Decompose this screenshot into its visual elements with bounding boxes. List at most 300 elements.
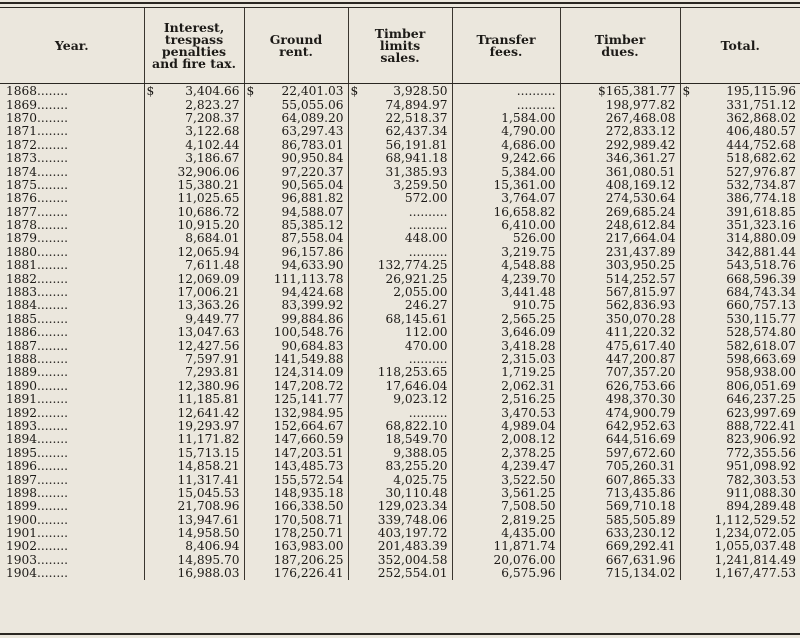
cell-total: 314,880.09 <box>680 232 800 245</box>
cell-year: 1881........ <box>6 259 69 273</box>
header-transfer-fees <box>452 8 560 83</box>
cell-timber-limits: 572.00 <box>348 192 452 205</box>
value-text: 22,401.03 <box>281 84 344 99</box>
table-row <box>0 540 800 553</box>
cell-transfer-fees: 3,561.25 <box>452 487 560 500</box>
cell-timber-dues: 303,950.25 <box>560 259 680 272</box>
cell-year: 1874........ <box>6 165 69 179</box>
value-text: 3,404.66 <box>185 84 240 99</box>
cell-timber-dues: 411,220.32 <box>560 326 680 339</box>
cell-interest: 12,069.09 <box>144 272 244 285</box>
header-ground-rent <box>244 8 348 83</box>
cell-interest: 15,045.53 <box>144 487 244 500</box>
cell-year: 1882........ <box>6 272 69 286</box>
cell-transfer-fees: 3,219.75 <box>452 246 560 259</box>
cell-total: 527,976.87 <box>680 165 800 178</box>
cell-year: 1891........ <box>6 392 69 407</box>
cell-ground-rent: 94,424.68 <box>244 286 348 299</box>
cell-interest: 3,186.67 <box>144 152 244 165</box>
table-row <box>0 165 800 178</box>
table-row <box>0 473 800 486</box>
table-row <box>0 152 800 165</box>
cell-year: 1894........ <box>6 433 69 447</box>
cell-timber-limits: 129,023.34 <box>348 500 452 513</box>
cell-timber-limits: 9,388.05 <box>348 447 452 460</box>
cell-timber-limits: 3,259.50 <box>348 179 452 192</box>
cell-year: 1876........ <box>6 192 69 206</box>
cell-year: 1869........ <box>6 98 69 112</box>
cell-interest: 2,823.27 <box>144 98 244 111</box>
cell-timber-limits: 68,941.18 <box>348 152 452 165</box>
cell-timber-limits: 83,255.20 <box>348 460 452 473</box>
table-row <box>0 366 800 379</box>
cell-year: 1888........ <box>6 352 69 366</box>
cell-timber-dues: 707,357.20 <box>560 366 680 379</box>
cell-year: 1885........ <box>6 312 69 326</box>
cell-transfer-fees: 7,508.50 <box>452 500 560 513</box>
cell-ground-rent: 178,250.71 <box>244 527 348 540</box>
cell-total: 444,752.68 <box>680 139 800 152</box>
header-row <box>0 8 800 83</box>
cell-ground-rent <box>244 83 348 98</box>
cell-ground-rent: 86,783.01 <box>244 139 348 152</box>
cell-interest: 13,947.61 <box>144 514 244 527</box>
top-rule <box>0 2 800 4</box>
cell-timber-dues: 474,900.79 <box>560 406 680 419</box>
header-interest-text: Interest, trespass penalties and fire tax. <box>152 19 236 71</box>
cell-timber-dues: 274,530.64 <box>560 192 680 205</box>
cell-timber-limits: 118,253.65 <box>348 366 452 379</box>
cell-ground-rent: 90,684.83 <box>244 339 348 352</box>
money-value <box>147 85 240 98</box>
cell-total: 391,618.85 <box>680 206 800 219</box>
header-timber-dues <box>560 8 680 83</box>
cell-interest: 11,171.82 <box>144 433 244 446</box>
cell-ground-rent: 141,549.88 <box>244 353 348 366</box>
cell-timber-dues: 669,292.41 <box>560 540 680 553</box>
cell-year: 1903........ <box>6 553 69 567</box>
cell-year: 1899........ <box>6 500 69 514</box>
cell-ground-rent: 94,633.90 <box>244 259 348 272</box>
cell-timber-dues: 272,833.12 <box>560 125 680 138</box>
table-row <box>0 339 800 352</box>
cell-timber-dues: 198,977.82 <box>560 98 680 111</box>
cell-interest: 3,122.68 <box>144 125 244 138</box>
cell-year: 1872........ <box>6 138 69 152</box>
value-text: 195,115.96 <box>726 84 796 99</box>
cell-transfer-fees: 526.00 <box>452 232 560 245</box>
cell-transfer-fees: 9,242.66 <box>452 152 560 165</box>
cell-timber-limits: 448.00 <box>348 232 452 245</box>
cell-interest: 7,208.37 <box>144 112 244 125</box>
header-timber-dues-text: Timber dues. <box>594 31 646 59</box>
cell-timber-limits: .......... <box>348 206 452 219</box>
cell-timber-dues: 562,836.93 <box>560 299 680 312</box>
table-row <box>0 83 800 98</box>
cell-transfer-fees: 4,790.00 <box>452 125 560 138</box>
cell-interest: 10,686.72 <box>144 206 244 219</box>
cell-interest: 10,915.20 <box>144 219 244 232</box>
cell-year: 1879........ <box>6 232 69 246</box>
table-row <box>0 353 800 366</box>
table-row <box>0 433 800 446</box>
table-row <box>0 567 800 580</box>
cell-timber-limits: 62,437.34 <box>348 125 452 138</box>
cell-year: 1883........ <box>6 285 69 300</box>
cell-total: 668,596.39 <box>680 272 800 285</box>
cell-total: 684,743.34 <box>680 286 800 299</box>
currency-symbol: $ <box>682 84 691 99</box>
cell-total: 351,323.16 <box>680 219 800 232</box>
cell-total: 528,574.80 <box>680 326 800 339</box>
cell-timber-limits: .......... <box>348 246 452 259</box>
cell-transfer-fees: 2,565.25 <box>452 313 560 326</box>
value-text: 3,928.50 <box>393 84 448 99</box>
cell-ground-rent: 85,385.12 <box>244 219 348 232</box>
cell-transfer-fees: 4,548.88 <box>452 259 560 272</box>
cell-transfer-fees: 910.75 <box>452 299 560 312</box>
cell-ground-rent: 125,141.77 <box>244 393 348 406</box>
cell-total: 894,289.48 <box>680 500 800 513</box>
cell-ground-rent: 166,338.50 <box>244 500 348 513</box>
cell-ground-rent: 94,588.07 <box>244 206 348 219</box>
cell-transfer-fees: 1,584.00 <box>452 112 560 125</box>
cell-timber-limits: 18,549.70 <box>348 433 452 446</box>
cell-transfer-fees: 2,819.25 <box>452 514 560 527</box>
cell-ground-rent: 87,558.04 <box>244 232 348 245</box>
table-row <box>0 219 800 232</box>
cell-ground-rent: 90,950.84 <box>244 152 348 165</box>
cell-transfer-fees: 15,361.00 <box>452 179 560 192</box>
table-row <box>0 192 800 205</box>
cell-year: 1884........ <box>6 299 69 313</box>
cell-total: 806,051.69 <box>680 380 800 393</box>
cell-interest: 12,380.96 <box>144 380 244 393</box>
bottom-rule <box>0 633 800 635</box>
cell-interest: 13,363.26 <box>144 299 244 312</box>
cell-timber-limits: 74,894.97 <box>348 98 452 111</box>
table-row <box>0 272 800 285</box>
cell-timber-dues: 667,631.96 <box>560 554 680 567</box>
cell-ground-rent: 97,220.37 <box>244 165 348 178</box>
cell-ground-rent: 147,203.51 <box>244 447 348 460</box>
cell-total: 530,115.77 <box>680 313 800 326</box>
cell-year: 1902........ <box>6 540 69 554</box>
currency-symbol: $ <box>146 84 155 99</box>
cell-timber-limits: .......... <box>348 353 452 366</box>
cell-transfer-fees: 3,441.48 <box>452 286 560 299</box>
cell-transfer-fees: 2,062.31 <box>452 380 560 393</box>
cell-total: 660,757.13 <box>680 299 800 312</box>
cell-timber-limits: 30,110.48 <box>348 487 452 500</box>
cell-interest: 9,449.77 <box>144 313 244 326</box>
cell-total: 543,518.76 <box>680 259 800 272</box>
cell-timber-limits: .......... <box>348 406 452 419</box>
table-row <box>0 286 800 299</box>
table-row <box>0 554 800 567</box>
cell-year: 1887........ <box>6 339 69 353</box>
cell-total: 518,682.62 <box>680 152 800 165</box>
table-row <box>0 420 800 433</box>
cell-total: 342,881.44 <box>680 246 800 259</box>
cell-timber-dues: 269,685.24 <box>560 206 680 219</box>
cell-timber-dues: 361,080.51 <box>560 165 680 178</box>
cell-total: 1,055,037.48 <box>680 540 800 553</box>
cell-interest: 7,597.91 <box>144 353 244 366</box>
cell-ground-rent: 83,399.92 <box>244 299 348 312</box>
cell-timber-limits: 56,191.81 <box>348 139 452 152</box>
header-timber-limits <box>348 8 452 83</box>
cell-year: 1904........ <box>6 567 69 581</box>
cell-ground-rent: 147,208.72 <box>244 380 348 393</box>
table-row <box>0 299 800 312</box>
header-year <box>0 8 144 83</box>
cell-interest: 7,293.81 <box>144 366 244 379</box>
cell-total: 772,355.56 <box>680 447 800 460</box>
table-row <box>0 139 800 152</box>
cell-timber-dues: 408,169.12 <box>560 179 680 192</box>
table-body <box>0 83 800 580</box>
header-timber-limits-text: Timber limits sales. <box>374 25 426 65</box>
cell-year: 1878........ <box>6 218 69 233</box>
cell-interest: 11,025.65 <box>144 192 244 205</box>
cell-ground-rent: 96,157.86 <box>244 246 348 259</box>
table-row <box>0 447 800 460</box>
table-row <box>0 313 800 326</box>
cell-timber-limits <box>348 83 452 98</box>
cell-timber-limits: 252,554.01 <box>348 567 452 580</box>
cell-ground-rent: 147,660.59 <box>244 433 348 446</box>
cell-year: 1897........ <box>6 473 69 487</box>
header-ground-rent-text: Ground rent. <box>269 31 323 59</box>
cell-timber-dues: 626,753.66 <box>560 380 680 393</box>
cell-ground-rent: 100,548.76 <box>244 326 348 339</box>
cell-transfer-fees: 4,239.70 <box>452 272 560 285</box>
cell-timber-dues: 292,989.42 <box>560 139 680 152</box>
cell-timber-limits: 17,646.04 <box>348 380 452 393</box>
cell-interest: 8,684.01 <box>144 232 244 245</box>
header-total-text: Total. <box>720 37 760 53</box>
cell-transfer-fees: 2,315.03 <box>452 353 560 366</box>
cell-total: 331,751.12 <box>680 98 800 111</box>
cell-interest: 17,006.21 <box>144 286 244 299</box>
cell-timber-limits: 470.00 <box>348 339 452 352</box>
cell-transfer-fees: .......... <box>452 83 560 98</box>
cell-timber-dues: 498,370.30 <box>560 393 680 406</box>
cell-timber-dues: 705,260.31 <box>560 460 680 473</box>
header-total <box>680 8 800 83</box>
cell-transfer-fees: 16,658.82 <box>452 206 560 219</box>
cell-transfer-fees: 3,470.53 <box>452 406 560 419</box>
header-rule <box>0 83 800 84</box>
cell-total: 782,303.53 <box>680 473 800 486</box>
cell-total: 598,663.69 <box>680 353 800 366</box>
cell-timber-dues: 447,200.87 <box>560 353 680 366</box>
cell-timber-dues: 644,516.69 <box>560 433 680 446</box>
cell-ground-rent: 96,881.82 <box>244 192 348 205</box>
cell-year: 1896........ <box>6 459 69 474</box>
cell-year: 1895........ <box>6 446 69 460</box>
cell-timber-limits: 201,483.39 <box>348 540 452 553</box>
cell-timber-limits: 112.00 <box>348 326 452 339</box>
cell-year: 1875........ <box>6 178 69 192</box>
cell-interest <box>144 83 244 98</box>
cell-ground-rent: 63,297.43 <box>244 125 348 138</box>
cell-interest: 12,641.42 <box>144 406 244 419</box>
cell-timber-dues: 346,361.27 <box>560 152 680 165</box>
table-row <box>0 98 800 111</box>
cell-transfer-fees: 1,719.25 <box>452 366 560 379</box>
cell-total: 386,774.18 <box>680 192 800 205</box>
cell-total: 823,906.92 <box>680 433 800 446</box>
header-interest <box>144 8 244 83</box>
cell-transfer-fees: 2,008.12 <box>452 433 560 446</box>
cell-ground-rent: 148,935.18 <box>244 487 348 500</box>
cell-interest: 15,380.21 <box>144 179 244 192</box>
cell-timber-dues: 597,672.60 <box>560 447 680 460</box>
cell-timber-dues: 569,710.18 <box>560 500 680 513</box>
cell-timber-dues: 514,252.57 <box>560 272 680 285</box>
cell-ground-rent: 152,664.67 <box>244 420 348 433</box>
cell-year: 1880........ <box>6 245 69 259</box>
cell-total: 362,868.02 <box>680 112 800 125</box>
cell-year: 1889........ <box>6 366 69 380</box>
cell-transfer-fees: 3,522.50 <box>452 473 560 486</box>
cell-year: 1890........ <box>6 379 69 393</box>
cell-interest: 11,317.41 <box>144 473 244 486</box>
table-row <box>0 125 800 138</box>
cell-ground-rent: 155,572.54 <box>244 473 348 486</box>
cell-total: 888,722.41 <box>680 420 800 433</box>
cell-year: 1901........ <box>6 526 69 541</box>
cell-ground-rent: 55,055.06 <box>244 98 348 111</box>
cell-total <box>680 83 800 98</box>
cell-timber-limits: 9,023.12 <box>348 393 452 406</box>
cell-interest: 14,895.70 <box>144 554 244 567</box>
cell-year: 1870........ <box>6 111 69 125</box>
table-row <box>0 527 800 540</box>
cell-timber-limits: 22,518.37 <box>348 112 452 125</box>
cell-timber-dues: 642,952.63 <box>560 420 680 433</box>
table-row <box>0 259 800 272</box>
cell-timber-dues: 475,617.40 <box>560 339 680 352</box>
table-row <box>0 514 800 527</box>
cell-ground-rent: 124,314.09 <box>244 366 348 379</box>
table-row <box>0 232 800 245</box>
cell-timber-limits: 132,774.25 <box>348 259 452 272</box>
cell-total: 1,112,529.52 <box>680 514 800 527</box>
cell-year: 1873........ <box>6 151 69 166</box>
money-value <box>683 85 797 98</box>
table-row <box>0 393 800 406</box>
cell-timber-limits: 2,055.00 <box>348 286 452 299</box>
cell-ground-rent: 176,226.41 <box>244 567 348 580</box>
cell-total: 532,734.87 <box>680 179 800 192</box>
cell-interest: 14,958.50 <box>144 527 244 540</box>
cell-total: 406,480.57 <box>680 125 800 138</box>
cell-total: 1,241,814.49 <box>680 554 800 567</box>
cell-total: 623,997.69 <box>680 406 800 419</box>
money-value <box>247 85 344 98</box>
cell-year: 1868........ <box>6 84 69 99</box>
cell-timber-limits: 26,921.25 <box>348 272 452 285</box>
cell-transfer-fees: 3,764.07 <box>452 192 560 205</box>
cell-timber-dues: 248,612.84 <box>560 219 680 232</box>
cell-ground-rent: 64,089.20 <box>244 112 348 125</box>
cell-total: 582,618.07 <box>680 339 800 352</box>
cell-timber-limits: 403,197.72 <box>348 527 452 540</box>
cell-total: 951,098.92 <box>680 460 800 473</box>
cell-interest: 19,293.97 <box>144 420 244 433</box>
table-row <box>0 206 800 219</box>
cell-timber-limits: 339,748.06 <box>348 514 452 527</box>
cell-ground-rent: 90,565.04 <box>244 179 348 192</box>
cell-timber-limits: .......... <box>348 219 452 232</box>
cell-total: 958,938.00 <box>680 366 800 379</box>
cell-transfer-fees: .......... <box>452 98 560 111</box>
cell-transfer-fees: 6,575.96 <box>452 567 560 580</box>
table-row <box>0 460 800 473</box>
cell-ground-rent: 99,884.86 <box>244 313 348 326</box>
cell-year: 1871........ <box>6 125 69 139</box>
cell-transfer-fees: 2,378.25 <box>452 447 560 460</box>
revenue-table <box>0 8 800 580</box>
header-year-text: Year. <box>54 37 89 53</box>
cell-interest: 14,858.21 <box>144 460 244 473</box>
cell-timber-limits: 4,025.75 <box>348 473 452 486</box>
cell-timber-dues: 633,230.12 <box>560 527 680 540</box>
cell-total: 1,234,072.05 <box>680 527 800 540</box>
cell-interest: 4,102.44 <box>144 139 244 152</box>
cell-transfer-fees: 3,646.09 <box>452 326 560 339</box>
cell-transfer-fees: 4,989.04 <box>452 420 560 433</box>
cell-interest: 21,708.96 <box>144 500 244 513</box>
cell-transfer-fees: 5,384.00 <box>452 165 560 178</box>
cell-interest: 11,185.81 <box>144 393 244 406</box>
cell-interest: 32,906.06 <box>144 165 244 178</box>
cell-interest: 12,065.94 <box>144 246 244 259</box>
table-row <box>0 500 800 513</box>
table-row <box>0 487 800 500</box>
table-row <box>0 246 800 259</box>
cell-ground-rent: 170,508.71 <box>244 514 348 527</box>
cell-interest: 12,427.56 <box>144 339 244 352</box>
cell-transfer-fees: 3,418.28 <box>452 339 560 352</box>
cell-total: 646,237.25 <box>680 393 800 406</box>
cell-timber-limits: 68,145.61 <box>348 313 452 326</box>
cell-timber-dues: 585,505.89 <box>560 514 680 527</box>
cell-ground-rent: 187,206.25 <box>244 554 348 567</box>
cell-interest: 13,047.63 <box>144 326 244 339</box>
cell-year: 1900........ <box>6 513 69 527</box>
cell-timber-dues: 217,664.04 <box>560 232 680 245</box>
cell-total: 911,088.30 <box>680 487 800 500</box>
cell-transfer-fees: 4,239.47 <box>452 460 560 473</box>
cell-timber-limits: 352,004.58 <box>348 554 452 567</box>
cell-transfer-fees: 6,410.00 <box>452 219 560 232</box>
cell-timber-dues: 267,468.08 <box>560 112 680 125</box>
cell-transfer-fees: 2,516.25 <box>452 393 560 406</box>
cell-interest: 16,988.03 <box>144 567 244 580</box>
cell-timber-dues: 231,437.89 <box>560 246 680 259</box>
cell-total: 1,167,477.53 <box>680 567 800 580</box>
cell-timber-dues: 607,865.33 <box>560 473 680 486</box>
cell-timber-dues: 713,435.86 <box>560 487 680 500</box>
cell-ground-rent: 143,485.73 <box>244 460 348 473</box>
cell-transfer-fees: 11,871.74 <box>452 540 560 553</box>
cell-year: 1892........ <box>6 406 69 420</box>
table-row <box>0 380 800 393</box>
